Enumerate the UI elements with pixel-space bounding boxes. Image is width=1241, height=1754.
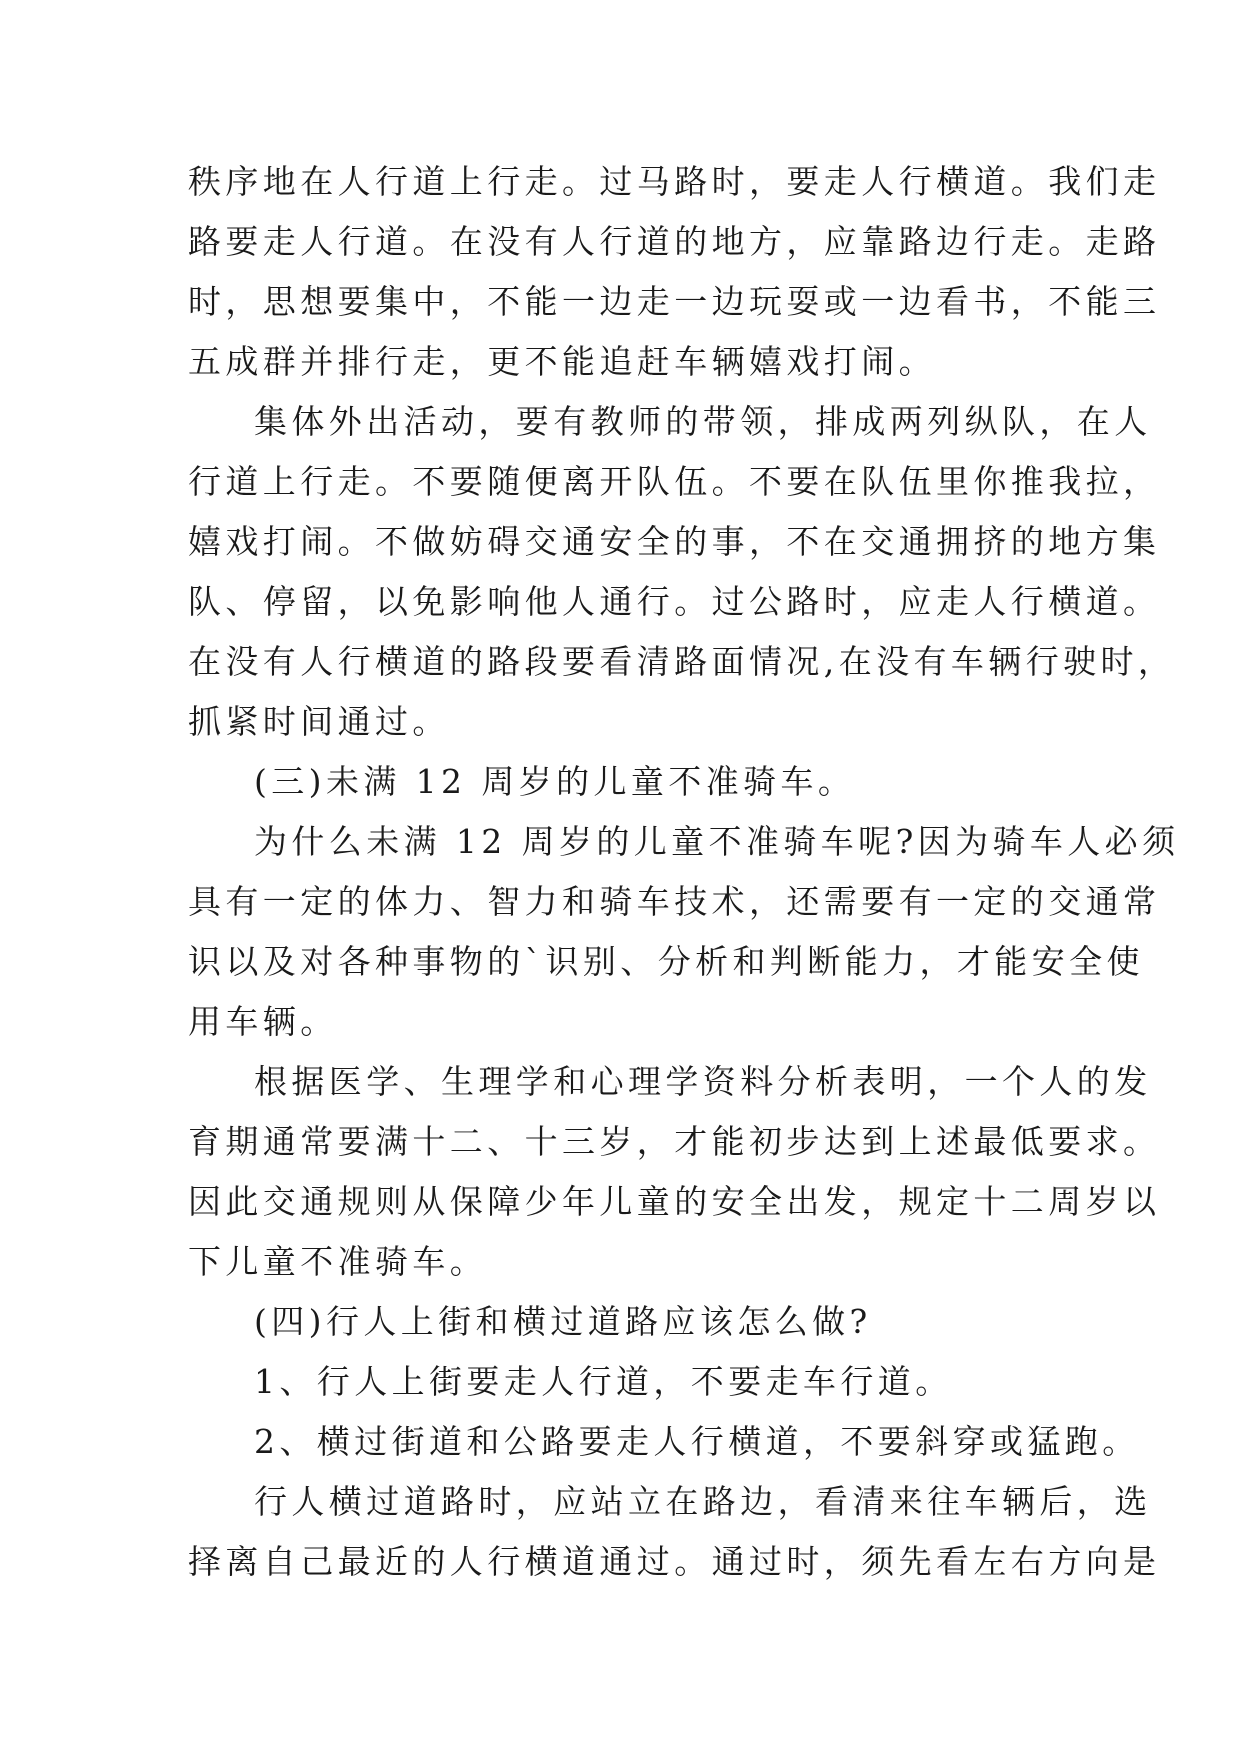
list-item-1: 1、行人上街要走人行道，不要走车行道。 xyxy=(254,1362,953,1401)
text-line-2: 路要走人行道。在没有人行道的地方，应靠路边行走。走路 xyxy=(188,222,1161,261)
text-line-19: 下儿童不准骑车。 xyxy=(188,1242,488,1281)
section-heading-three: (三)未满 12 周岁的儿童不准骑车。 xyxy=(254,762,856,801)
section-heading-four: (四)行人上街和横过道路应该怎么做? xyxy=(254,1302,872,1341)
text-line-9: 在没有人行横道的路段要看清路面情况,在没有车辆行驶时， xyxy=(188,642,1176,681)
text-line-4: 五成群并排行走，更不能追赶车辆嬉戏打闹。 xyxy=(188,342,936,381)
text-line-3: 时，思想要集中，不能一边走一边玩耍或一边看书，不能三 xyxy=(188,282,1161,321)
text-line-6: 行道上行走。不要随便离开队伍。不要在队伍里你推我拉， xyxy=(188,462,1161,501)
text-line-24: 择离自己最近的人行横道通过。通过时，须先看左右方向是 xyxy=(188,1542,1161,1581)
text-line-12: 为什么未满 12 周岁的儿童不准骑车呢?因为骑车人必须 xyxy=(254,822,1180,861)
text-line-15: 用车辆。 xyxy=(188,1002,338,1041)
text-line-23: 行人横过道路时，应站立在路边，看清来往车辆后，选 xyxy=(254,1482,1152,1521)
text-line-7: 嬉戏打闹。不做妨碍交通安全的事，不在交通拥挤的地方集 xyxy=(188,522,1161,561)
text-line-1: 秩序地在人行道上行走。过马路时，要走人行横道。我们走 xyxy=(188,162,1161,201)
text-line-16: 根据医学、生理学和心理学资料分析表明，一个人的发 xyxy=(254,1062,1152,1101)
text-line-8: 队、停留，以免影响他人通行。过公路时，应走人行横道。 xyxy=(188,582,1161,621)
text-line-18: 因此交通规则从保障少年儿童的安全出发，规定十二周岁以 xyxy=(188,1182,1161,1221)
text-line-10: 抓紧时间通过。 xyxy=(188,702,450,741)
text-line-14: 识以及对各种事物的`识别、分析和判断能力，才能安全使 xyxy=(188,942,1144,981)
text-line-5: 集体外出活动，要有教师的带领，排成两列纵队，在人 xyxy=(254,402,1152,441)
text-line-17: 育期通常要满十二、十三岁，才能初步达到上述最低要求。 xyxy=(188,1122,1161,1161)
list-item-2: 2、横过街道和公路要走人行横道，不要斜穿或猛跑。 xyxy=(254,1422,1140,1461)
text-line-13: 具有一定的体力、智力和骑车技术，还需要有一定的交通常 xyxy=(188,882,1161,921)
document-body xyxy=(188,152,1180,1592)
